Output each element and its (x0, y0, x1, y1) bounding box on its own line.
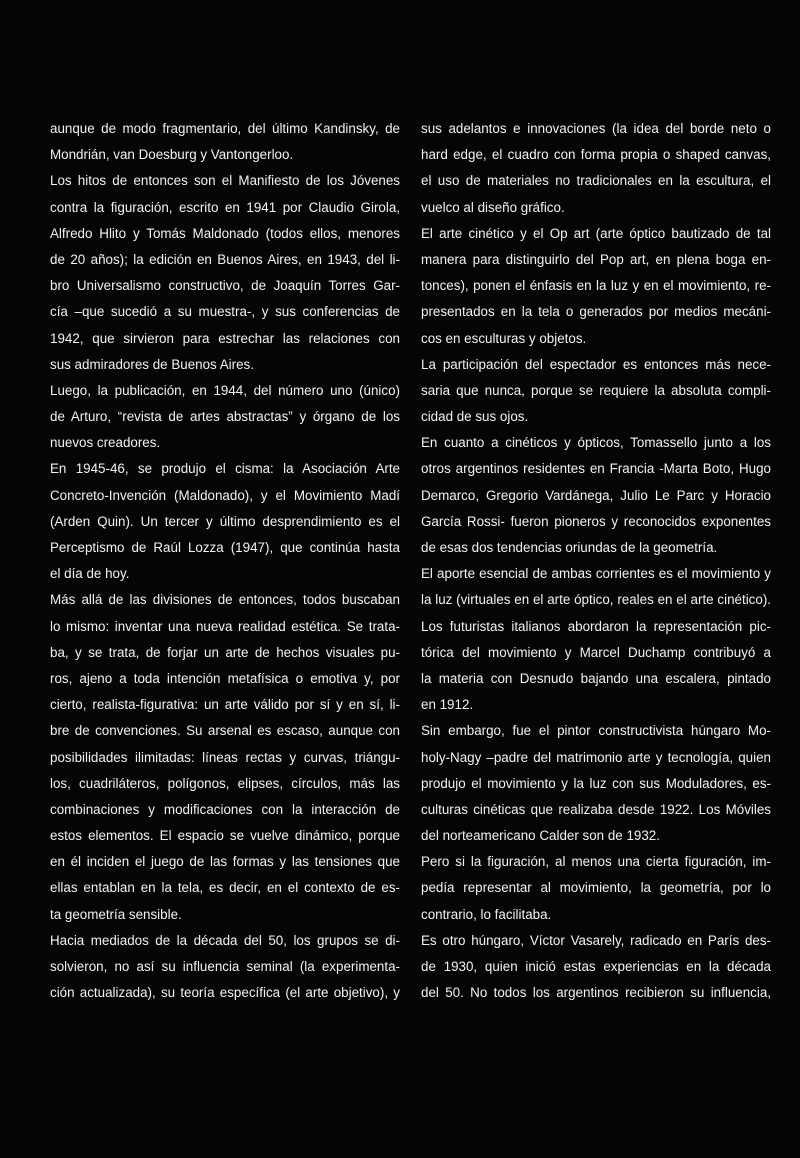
text-line: cierto, realista-figurativa: un arte válido por sí y en sí, li- (50, 697, 400, 713)
text-line: sus admiradores de Buenos Aires. (50, 356, 254, 372)
text-line: Sin embargo, fue el pintor constructivista húngaro Mo- (421, 723, 771, 739)
text-line: tonces), ponen el énfasis en la luz y en el movimiento, re- (421, 278, 771, 294)
text-line: Concreto-Invención (Maldonado), y el Movimiento Madí (50, 487, 400, 503)
text-line: lo mismo: inventar una nueva realidad estética. Se trata- (50, 618, 400, 634)
text-line: El aporte esencial de ambas corrientes es el movimiento y (421, 566, 771, 582)
text-line: Luego, la publicación, en 1944, del número uno (único) (50, 382, 400, 398)
text-line: tórica del movimiento y Marcel Duchamp contribuyó a (421, 644, 771, 660)
text-line: García Rossi- fueron pioneros y reconocidos exponentes (421, 513, 771, 529)
text-line: posibilidades ilimitadas: líneas rectas y curvas, triángu- (50, 749, 400, 765)
text-line: Es otro húngaro, Víctor Vasarely, radicado en París des- (421, 932, 771, 948)
text-line: otros argentinos residentes en Francia -Marta Boto, Hugo (421, 461, 771, 477)
text-line: la luz (virtuales en el arte óptico, reales en el arte cinético). (421, 592, 771, 608)
text-line: Más allá de las divisiones de entonces, todos buscaban (50, 592, 400, 608)
text-line: del 50. No todos los argentinos recibieron su influencia, (421, 985, 771, 1001)
text-line: de esas dos tendencias oriundas de la geometría. (421, 540, 718, 555)
text-line: ros, ajeno a toda intención metafísica o emotiva y, por (50, 670, 400, 686)
text-line: En cuanto a cinéticos y ópticos, Tomassello junto a los (421, 435, 771, 451)
text-line: Los hitos de entonces son el Manifiesto de los Jóvenes (50, 173, 400, 189)
text-line: Perceptismo de Raúl Lozza (1947), que continúa hasta (50, 540, 400, 555)
text-line: culturas cinéticas que realizaba desde 1922. Los Móviles (421, 801, 771, 817)
text-line: el día de hoy. (50, 566, 130, 582)
text-line: ellas entablan en la tela, es decir, en el contexto de es- (50, 880, 400, 896)
text-line: Pero si la figuración, al menos una cierta figuración, im- (421, 854, 771, 870)
text-line: saria que nunca, porque se requiere la absoluta compli- (421, 382, 771, 398)
text-line: Los futuristas italianos abordaron la representación pic- (421, 618, 771, 634)
text-line: cidad de sus ojos. (421, 409, 529, 425)
text-line: vuelco al diseño gráfico. (421, 199, 565, 215)
text-line: El arte cinético y el Op art (arte óptico bautizado de tal (421, 225, 771, 241)
text-line: estos elementos. El espacio se vuelve dinámico, porque (50, 828, 400, 844)
text-line: bro Universalismo constructivo, de Joaquín Torres Gar- (50, 278, 400, 294)
text-line: produjo el movimiento y la luz con sus Moduladores, es- (421, 775, 771, 791)
text-line: del norteamericano Calder son de 1932. (421, 828, 660, 844)
text-line: ción actualizada), su teoría específica (el arte objetivo), y (50, 985, 400, 1001)
text-line: aunque de modo fragmentario, del último Kandinsky, de (50, 121, 400, 136)
text-line: 1942, que sirvieron para estrechar las relaciones con (50, 330, 400, 346)
text-line: nuevos creadores. (50, 435, 161, 451)
text-line: de Arturo, “revista de artes abstractas” y órgano de los (50, 409, 400, 425)
text-line: en 1912. (421, 697, 474, 713)
text-line: la materia con Desnudo bajando una escalera, pintado (421, 670, 771, 686)
text-line: En 1945-46, se produjo el cisma: la Asociación Arte (50, 461, 400, 477)
text-line: presentados en la tela o generados por medios mecáni- (421, 304, 771, 320)
text-line: pedía representar al movimiento, la geometría, por lo (421, 880, 771, 896)
text-line: cos en esculturas y objetos. (421, 330, 587, 346)
right-text-column (421, 116, 771, 1006)
text-line: Alfredo Hlito y Tomás Maldonado (todos ellos, menores (50, 225, 400, 241)
text-line: contra la figuración, escrito en 1941 por Claudio Girola, (50, 199, 400, 215)
text-line: de 20 años); la edición en Buenos Aires, en 1943, del li- (50, 251, 400, 267)
text-line: Hacia mediados de la década del 50, los grupos se di- (50, 932, 400, 948)
text-line: el uso de materiales no tradicionales en la escultura, el (421, 173, 771, 189)
text-line: sus adelantos e innovaciones (la idea del borde neto o (421, 121, 771, 136)
text-line: bre de convenciones. Su arsenal es escaso, aunque con (50, 723, 400, 739)
text-line: Mondrián, van Doesburg y Vantongerloo. (50, 147, 294, 163)
text-line: solvieron, no así su influencia seminal (la experimenta- (50, 959, 400, 974)
text-line: de 1930, quien inició estas experiencias en la década (421, 959, 771, 974)
text-line: hard edge, el cuadro con forma propia o shaped canvas, (421, 147, 771, 163)
text-line: cía –que sucedió a su muestra-, y sus conferencias de (50, 304, 400, 320)
text-line: ta geometría sensible. (50, 906, 182, 922)
text-line: ba, y se trata, de forjar un arte de hechos visuales pu- (50, 644, 400, 660)
left-text-column (50, 116, 400, 1006)
text-line: los, cuadriláteros, polígonos, elipses, círculos, más las (50, 775, 400, 791)
text-line: manera para distinguirlo del Pop art, en plena boga en- (421, 251, 771, 267)
text-line: en él inciden el juego de las formas y las tensiones que (50, 854, 400, 870)
text-line: contrario, lo facilitaba. (421, 906, 552, 922)
text-line: (Arden Quin). Un tercer y último desprendimiento es el (50, 513, 400, 529)
text-line: combinaciones y modificaciones con la interacción de (50, 801, 400, 817)
text-line: holy-Nagy –padre del matrimonio arte y tecnología, quien (421, 749, 771, 765)
text-line: La participación del espectador es entonces más nece- (421, 356, 771, 372)
text-line: Demarco, Gregorio Vardánega, Julio Le Parc y Horacio (421, 487, 771, 503)
